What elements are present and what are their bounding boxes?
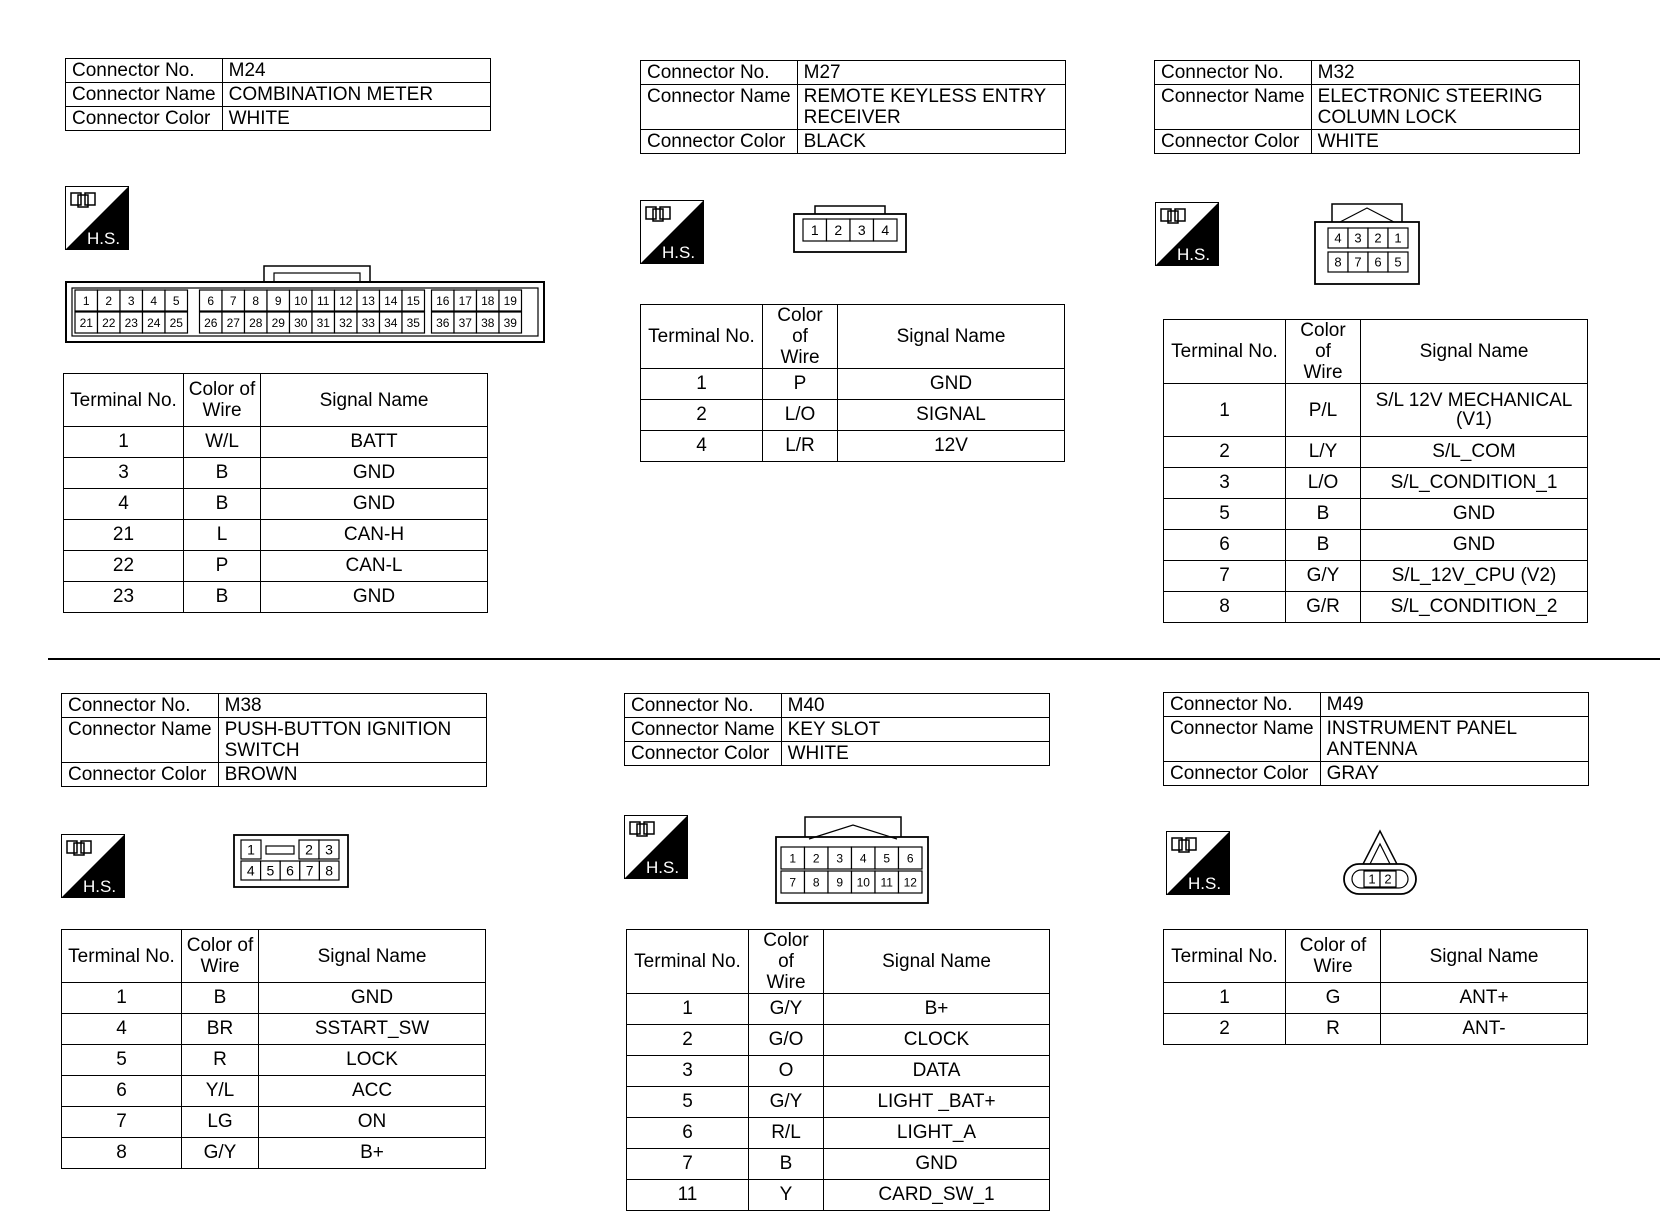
table-cell: ON [259, 1107, 486, 1138]
terminal-table-m49 [1163, 929, 1588, 1045]
connector-face-m24 [65, 265, 545, 345]
pin-number: 2 [305, 841, 313, 858]
table-cell: G/R [1286, 592, 1361, 623]
table-cell: G/Y [749, 1087, 824, 1118]
table-cell: 3 [627, 1056, 749, 1087]
table-cell: B [1286, 530, 1361, 561]
pin-number: 4 [859, 851, 867, 866]
table-cell: G/Y [182, 1138, 259, 1169]
pin-number: 4 [150, 293, 158, 308]
table-cell: P [184, 551, 261, 582]
table-cell: 11 [627, 1180, 749, 1211]
table-cell: CARD_SW_1 [824, 1180, 1050, 1211]
pin-number: 7 [229, 293, 237, 308]
pin-number: 4 [246, 862, 255, 879]
table-cell: 5 [62, 1045, 182, 1076]
signal-name-header: Signal Name [1381, 930, 1588, 983]
terminal-no-header: Terminal No. [641, 305, 763, 369]
table-cell: 22 [64, 551, 184, 582]
pin-number: 2 [1374, 230, 1382, 246]
table-cell: ANT- [1381, 1014, 1588, 1045]
pin-number: 30 [294, 315, 308, 330]
table-cell: LIGHT_A [824, 1118, 1050, 1149]
connector-no: M24 [222, 59, 490, 83]
pin-number: 7 [789, 875, 797, 890]
hs-label: H.S. [87, 229, 121, 248]
pin-number: 15 [406, 293, 420, 308]
pin-number: 10 [294, 293, 308, 308]
table-cell: L/R [763, 431, 838, 462]
pin-number: 2 [1384, 871, 1392, 887]
harness-side-icon [1155, 202, 1219, 266]
pin-number: 6 [207, 293, 215, 308]
label: Connector No. [66, 59, 223, 83]
connector-name: REMOTE KEYLESS ENTRY RECEIVER [797, 85, 1065, 130]
table-row [62, 1076, 486, 1107]
pin-number: 38 [481, 315, 495, 330]
table-cell: S/L_CONDITION_1 [1361, 468, 1588, 499]
pin-number: 1 [810, 222, 819, 239]
connector-color: WHITE [1311, 130, 1579, 154]
table-cell: GND [261, 489, 488, 520]
table-cell: 23 [64, 582, 184, 613]
harness-side-icon [640, 200, 704, 264]
pin-number: 12 [339, 293, 353, 308]
wire-color-header: Color of Wire [749, 930, 824, 994]
pin-number: 8 [812, 875, 820, 890]
connector-name: COMBINATION METER [222, 83, 490, 107]
signal-name-header: Signal Name [838, 305, 1065, 369]
table-cell: L/O [763, 400, 838, 431]
table-cell: Y [749, 1180, 824, 1211]
terminal-no-header: Terminal No. [627, 930, 749, 994]
table-cell: 1 [627, 994, 749, 1025]
pin-number: 5 [1394, 254, 1402, 270]
connector-no: M38 [218, 694, 486, 718]
table-cell: GND [1361, 499, 1588, 530]
table-cell: 2 [641, 400, 763, 431]
pin-number: 10 [856, 875, 870, 890]
connector-face-m38 [233, 834, 351, 890]
pin-number: 9 [836, 875, 844, 890]
table-cell: 1 [64, 427, 184, 458]
table-cell: CAN-H [261, 520, 488, 551]
pin-number: 1 [82, 293, 90, 308]
table-row [62, 983, 486, 1014]
table-cell: B [182, 983, 259, 1014]
connector-no: M27 [797, 61, 1065, 85]
table-row [627, 1056, 1050, 1087]
table-cell: ACC [259, 1076, 486, 1107]
connector-name: INSTRUMENT PANEL ANTENNA [1320, 717, 1588, 762]
table-row [64, 458, 488, 489]
pin-number: 3 [1354, 230, 1362, 246]
table-cell: L [184, 520, 261, 551]
connector-info-m32 [1154, 60, 1580, 154]
table-cell: GND [261, 458, 488, 489]
table-row [627, 994, 1050, 1025]
table-cell: 3 [1164, 468, 1286, 499]
table-row [627, 1025, 1050, 1056]
label: Connector Color [66, 107, 223, 131]
table-cell: B+ [259, 1138, 486, 1169]
pin-number: 9 [274, 293, 282, 308]
table-cell: 5 [1164, 499, 1286, 530]
pin-number: 16 [436, 293, 450, 308]
pin-number: 21 [79, 315, 93, 330]
hs-label: H.S. [662, 243, 696, 262]
terminal-no-header: Terminal No. [1164, 320, 1286, 384]
table-row [62, 1014, 486, 1045]
table-cell: B+ [824, 994, 1050, 1025]
pin-number: 3 [836, 851, 844, 866]
pin-number: 5 [266, 862, 275, 879]
table-cell: GND [259, 983, 486, 1014]
table-cell: 6 [1164, 530, 1286, 561]
table-cell: ANT+ [1381, 983, 1588, 1014]
table-cell: 2 [1164, 437, 1286, 468]
label: Connector Name [625, 718, 782, 742]
pin-number: 1 [1394, 230, 1402, 246]
label: Connector Name [62, 718, 219, 763]
table-cell: S/L_12V_CPU (V2) [1361, 561, 1588, 592]
table-cell: B [184, 489, 261, 520]
table-cell: G [1286, 983, 1381, 1014]
pin-number: 2 [834, 222, 843, 239]
table-cell: 1 [1164, 384, 1286, 437]
label: Connector Name [1155, 85, 1312, 130]
harness-side-icon [65, 186, 129, 250]
table-row [1164, 468, 1588, 499]
connector-name: PUSH-BUTTON IGNITION SWITCH [218, 718, 486, 763]
label: Connector Color [62, 763, 219, 787]
table-cell: B [749, 1149, 824, 1180]
table-cell: 6 [62, 1076, 182, 1107]
signal-name-header: Signal Name [1361, 320, 1588, 384]
table-cell: 2 [627, 1025, 749, 1056]
connector-color: GRAY [1320, 762, 1588, 786]
pin-number: 12 [903, 875, 917, 890]
connector-color: WHITE [781, 742, 1049, 766]
table-cell: G/Y [749, 994, 824, 1025]
terminal-no-header: Terminal No. [62, 930, 182, 983]
pin-number: 23 [124, 315, 138, 330]
table-row [64, 551, 488, 582]
connector-color: WHITE [222, 107, 490, 131]
pin-number: 3 [127, 293, 135, 308]
signal-name-header: Signal Name [259, 930, 486, 983]
pin-number: 1 [789, 851, 797, 866]
table-row [1164, 384, 1588, 437]
table-cell: 1 [62, 983, 182, 1014]
connector-face-m32 [1314, 202, 1422, 286]
table-cell: O [749, 1056, 824, 1087]
table-row [64, 489, 488, 520]
connector-info-m27 [640, 60, 1066, 154]
label: Connector No. [1155, 61, 1312, 85]
pin-number: 17 [458, 293, 472, 308]
pin-number: 11 [317, 293, 330, 308]
connector-info-m49 [1163, 692, 1589, 786]
table-cell: 7 [627, 1149, 749, 1180]
pin-number: 1 [247, 841, 255, 858]
pin-number: 36 [436, 315, 450, 330]
harness-side-icon [1166, 831, 1230, 895]
table-cell: GND [838, 369, 1065, 400]
table-cell: 2 [1164, 1014, 1286, 1045]
pin-number: 27 [226, 315, 240, 330]
pin-number: 1 [1368, 871, 1376, 887]
table-row [62, 1138, 486, 1169]
label: Connector Name [66, 83, 223, 107]
table-cell: S/L 12V MECHANICAL (V1) [1361, 384, 1588, 437]
wire-color-header: Color of Wire [1286, 320, 1361, 384]
hs-label: H.S. [1188, 874, 1222, 893]
table-cell: 1 [641, 369, 763, 400]
pin-number: 32 [339, 315, 353, 330]
table-cell: 8 [62, 1138, 182, 1169]
pin-number: 3 [325, 841, 333, 858]
pin-number: 4 [881, 222, 890, 239]
table-cell: R/L [749, 1118, 824, 1149]
label: Connector Color [625, 742, 782, 766]
label: Connector Color [1164, 762, 1321, 786]
wire-color-header: Color of Wire [182, 930, 259, 983]
connector-info-m38 [61, 693, 487, 787]
hs-label: H.S. [1177, 245, 1211, 264]
label: Connector Color [641, 130, 798, 154]
terminal-no-header: Terminal No. [64, 374, 184, 427]
pin-number: 18 [481, 293, 495, 308]
harness-side-icon [61, 834, 125, 898]
harness-side-icon [624, 815, 688, 879]
table-cell: LIGHT _BAT+ [824, 1087, 1050, 1118]
table-cell: P/L [1286, 384, 1361, 437]
table-cell: SSTART_SW [259, 1014, 486, 1045]
pin-number: 29 [271, 315, 285, 330]
pin-number: 39 [503, 315, 517, 330]
terminal-no-header: Terminal No. [1164, 930, 1286, 983]
table-cell: 4 [62, 1014, 182, 1045]
pin-number: 2 [105, 293, 113, 308]
label: Connector No. [1164, 693, 1321, 717]
pin-number: 11 [880, 875, 893, 890]
label: Connector No. [641, 61, 798, 85]
table-cell: 7 [62, 1107, 182, 1138]
connector-face-m27 [793, 204, 909, 254]
pin-number: 8 [325, 862, 334, 879]
connector-face-m40 [775, 815, 931, 905]
table-cell: W/L [184, 427, 261, 458]
pin-number: 8 [1334, 254, 1342, 270]
table-cell: 7 [1164, 561, 1286, 592]
pin-number: 8 [252, 293, 260, 308]
table-cell: 21 [64, 520, 184, 551]
table-cell: DATA [824, 1056, 1050, 1087]
signal-name-header: Signal Name [824, 930, 1050, 994]
signal-name-header: Signal Name [261, 374, 488, 427]
table-cell: BR [182, 1014, 259, 1045]
label: Connector Name [641, 85, 798, 130]
hs-label: H.S. [646, 858, 680, 877]
connector-color: BROWN [218, 763, 486, 787]
table-row [641, 369, 1065, 400]
pin-number: 6 [286, 862, 294, 879]
connector-info-m24 [65, 58, 491, 131]
table-row [1164, 499, 1588, 530]
pin-number: 22 [102, 315, 116, 330]
pin-number: 14 [384, 293, 398, 308]
table-cell: S/L_CONDITION_2 [1361, 592, 1588, 623]
label: Connector No. [62, 694, 219, 718]
connector-info-m40 [624, 693, 1050, 766]
key-slot [266, 846, 294, 854]
pin-number: 2 [812, 851, 820, 866]
table-cell: 12V [838, 431, 1065, 462]
table-row [627, 1118, 1050, 1149]
label: Connector No. [625, 694, 782, 718]
table-cell: 4 [641, 431, 763, 462]
table-cell: 4 [64, 489, 184, 520]
terminal-table-m40 [626, 929, 1050, 1211]
table-row [1164, 592, 1588, 623]
wire-color-header: Color of Wire [1286, 930, 1381, 983]
table-row [641, 400, 1065, 431]
table-cell: B [1286, 499, 1361, 530]
table-row [64, 427, 488, 458]
pin-number: 25 [169, 315, 183, 330]
table-cell: R [182, 1045, 259, 1076]
table-row [62, 1107, 486, 1138]
pin-number: 26 [204, 315, 218, 330]
terminal-table-m38 [61, 929, 486, 1169]
pin-number: 35 [406, 315, 420, 330]
table-cell: P [763, 369, 838, 400]
table-cell: LOCK [259, 1045, 486, 1076]
connector-color: BLACK [797, 130, 1065, 154]
table-row [627, 1180, 1050, 1211]
connector-no: M32 [1311, 61, 1579, 85]
pin-number: 33 [361, 315, 375, 330]
pin-number: 7 [1354, 254, 1362, 270]
table-cell: S/L_COM [1361, 437, 1588, 468]
table-row [641, 431, 1065, 462]
table-row [1164, 1014, 1588, 1045]
table-cell: LG [182, 1107, 259, 1138]
table-cell: Y/L [182, 1076, 259, 1107]
pin-number: 24 [147, 315, 161, 330]
hs-label: H.S. [83, 877, 117, 896]
table-cell: G/O [749, 1025, 824, 1056]
pin-number: 7 [305, 862, 314, 879]
table-cell: CAN-L [261, 551, 488, 582]
pin-number: 3 [857, 222, 866, 239]
table-cell: GND [261, 582, 488, 613]
table-row [1164, 983, 1588, 1014]
table-cell: B [184, 458, 261, 489]
table-row [62, 1045, 486, 1076]
table-cell: CLOCK [824, 1025, 1050, 1056]
table-cell: L/O [1286, 468, 1361, 499]
table-row [64, 582, 488, 613]
pin-number: 6 [1374, 254, 1382, 270]
table-cell: R [1286, 1014, 1381, 1045]
connector-no: M49 [1320, 693, 1588, 717]
table-row [1164, 561, 1588, 592]
pin-number: 5 [172, 293, 180, 308]
wire-color-header: Color of Wire [184, 374, 261, 427]
pin-number: 6 [906, 851, 914, 866]
table-cell: BATT [261, 427, 488, 458]
table-cell: GND [1361, 530, 1588, 561]
table-row [627, 1149, 1050, 1180]
wire-color-header: Color of Wire [763, 305, 838, 369]
table-cell: B [184, 582, 261, 613]
table-cell: GND [824, 1149, 1050, 1180]
connector-name: KEY SLOT [781, 718, 1049, 742]
table-row [1164, 530, 1588, 561]
table-cell: 8 [1164, 592, 1286, 623]
table-row [627, 1087, 1050, 1118]
connector-face-m49 [1342, 828, 1418, 896]
table-cell: 1 [1164, 983, 1286, 1014]
table-cell: 6 [627, 1118, 749, 1149]
terminal-table-m27 [640, 304, 1065, 462]
pin-number: 4 [1334, 230, 1342, 246]
connector-name: ELECTRONIC STEERING COLUMN LOCK [1311, 85, 1579, 130]
connector-no: M40 [781, 694, 1049, 718]
table-row [64, 520, 488, 551]
pin-number: 13 [361, 293, 375, 308]
table-cell: 3 [64, 458, 184, 489]
pin-number: 31 [316, 315, 330, 330]
label: Connector Name [1164, 717, 1321, 762]
terminal-table-m24 [63, 373, 488, 613]
table-cell: L/Y [1286, 437, 1361, 468]
terminal-table-m32 [1163, 319, 1588, 623]
table-cell: G/Y [1286, 561, 1361, 592]
table-row [1164, 437, 1588, 468]
pin-number: 34 [384, 315, 398, 330]
table-cell: 5 [627, 1087, 749, 1118]
section-divider [48, 658, 1660, 660]
pin-number: 28 [249, 315, 263, 330]
table-cell: SIGNAL [838, 400, 1065, 431]
pin-number: 5 [883, 851, 891, 866]
pin-number: 37 [458, 315, 472, 330]
label: Connector Color [1155, 130, 1312, 154]
pin-number: 19 [503, 293, 517, 308]
